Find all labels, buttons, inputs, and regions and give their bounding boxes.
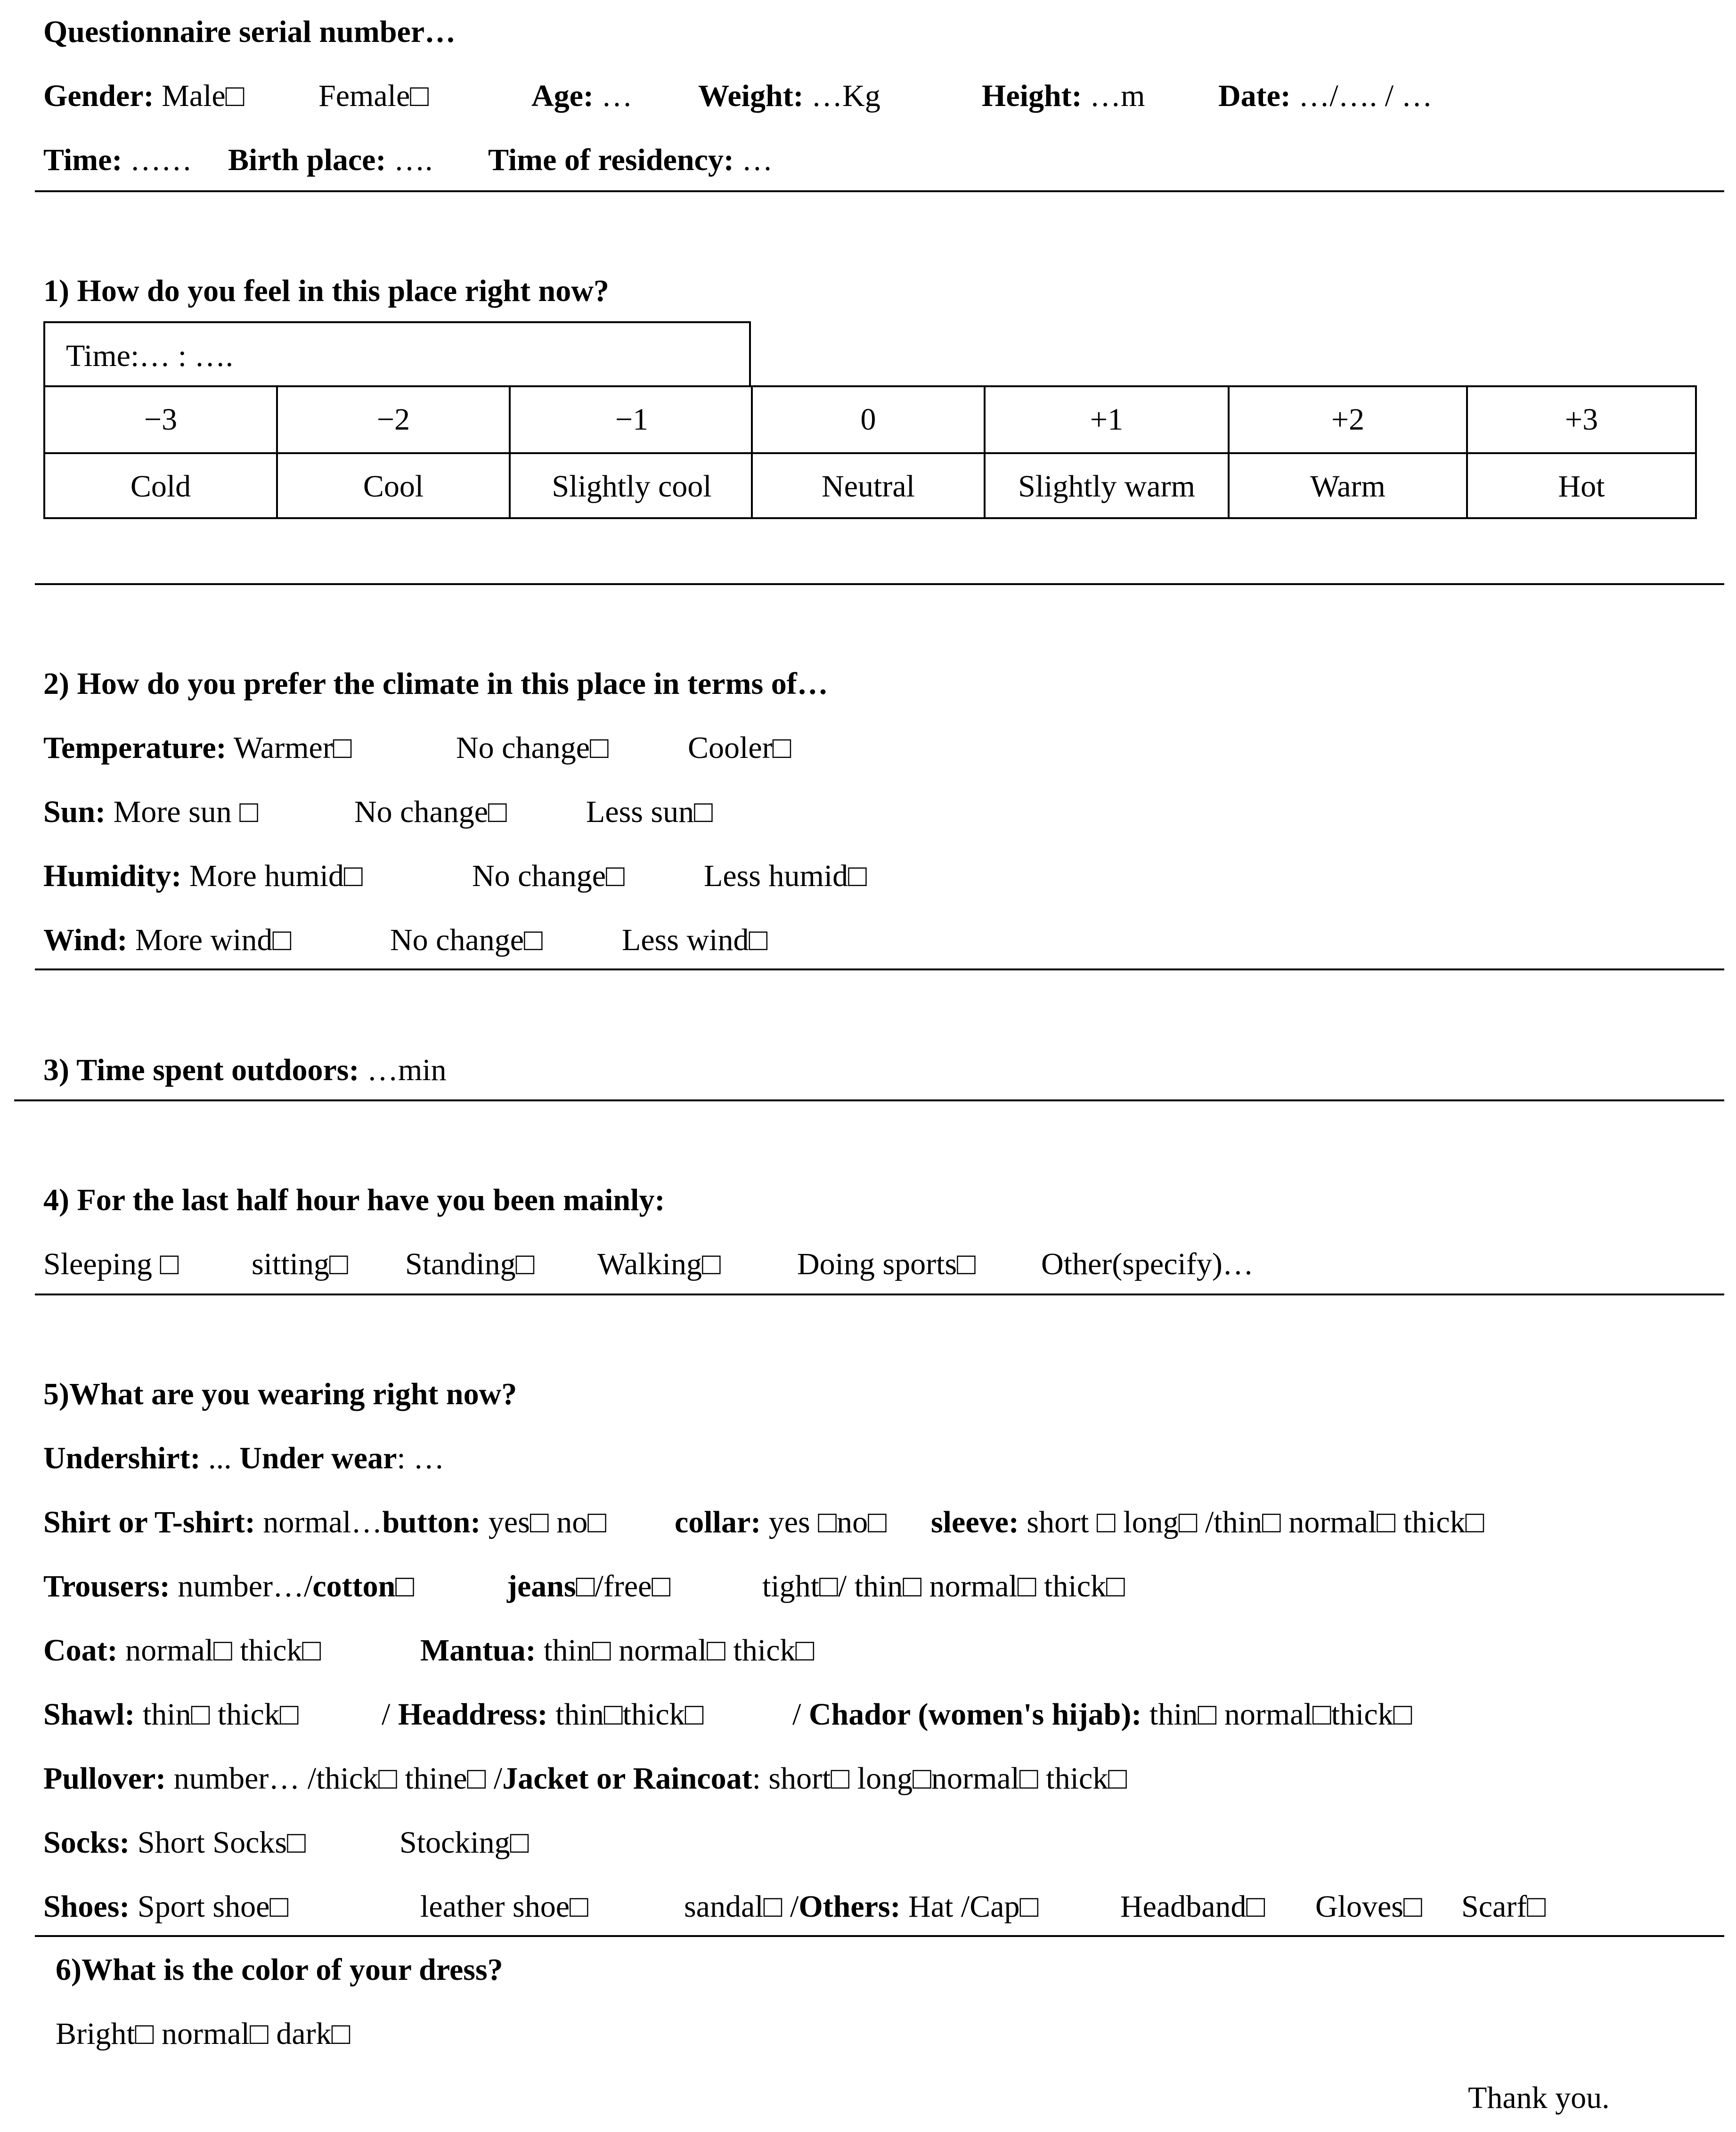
mantua-options[interactable]: thin□ normal□ thick□ [544, 1633, 815, 1668]
scale-label: Cool [363, 469, 424, 504]
underwear-label: Under wear [239, 1441, 397, 1475]
undershirt-field[interactable]: ... [208, 1441, 232, 1475]
serial-number-line [43, 13, 456, 51]
sleeve-label: sleeve: [931, 1505, 1019, 1539]
humidity-more-option[interactable]: More humid□ [189, 859, 363, 893]
age-field[interactable]: … [601, 79, 633, 113]
scale-label: Cold [130, 469, 191, 504]
sun-label: Sun: [43, 795, 106, 829]
shoes-sport-option[interactable]: Sport shoe□ [137, 1889, 289, 1924]
birth-place-label: Birth place: [228, 143, 386, 177]
gender-label: Gender: [43, 79, 154, 113]
divider [14, 1099, 1724, 1101]
temperature-no-change-option[interactable]: No change□ [456, 731, 609, 765]
scale-col-cool[interactable] [278, 387, 509, 517]
pullover-label: Pullover: [43, 1761, 166, 1796]
scale-label: Slightly cool [552, 469, 712, 504]
serial-number-label: Questionnaire serial number… [43, 15, 456, 49]
q3-line [43, 1051, 447, 1089]
time-label: Time: [43, 143, 122, 177]
socks-short-option[interactable]: Short Socks□ [137, 1825, 306, 1860]
activity-sports-option[interactable]: Doing sports□ [797, 1247, 976, 1281]
activity-sitting-option[interactable]: sitting□ [252, 1247, 348, 1281]
scale-col-slightly-cool[interactable] [511, 387, 753, 517]
trousers-fit-options[interactable]: tight□/ thin□ normal□ thick□ [762, 1569, 1125, 1603]
shoes-label: Shoes: [43, 1889, 130, 1924]
q1-title: 1) How do you feel in this place right now? [43, 274, 609, 308]
scale-label: Hot [1558, 469, 1605, 504]
activity-standing-option[interactable]: Standing□ [405, 1247, 535, 1281]
divider [35, 968, 1724, 970]
divider [35, 190, 1724, 192]
scale-label: Slightly warm [1018, 469, 1195, 504]
socks-label: Socks: [43, 1825, 130, 1860]
scale-value: 0 [860, 402, 876, 437]
dress-color-options[interactable]: Bright□ normal□ dark□ [56, 2017, 350, 2051]
collar-options[interactable]: yes □no□ [768, 1505, 887, 1539]
weight-label: Weight: [698, 79, 804, 113]
chador-label: Chador (women's hijab): [808, 1697, 1142, 1732]
age-label: Age: [531, 79, 594, 113]
q5-title: 5)What are you wearing right now? [43, 1377, 517, 1411]
scale-label: Neutral [822, 469, 915, 504]
trousers-label: Trousers: [43, 1569, 170, 1603]
divider [35, 583, 1724, 585]
button-label: button: [382, 1505, 481, 1539]
scale-col-neutral[interactable] [753, 387, 984, 517]
q4-title: 4) For the last half hour have you been mainly: [43, 1183, 665, 1217]
q6-title: 6)What is the color of your dress? [56, 1953, 503, 1987]
shoes-leather-option[interactable]: leather shoe□ [420, 1889, 588, 1924]
scale-value: +2 [1331, 402, 1365, 437]
q2-title: 2) How do you prefer the climate in this place in terms of… [43, 667, 828, 701]
scale-label: Warm [1310, 469, 1386, 504]
scale-col-warm[interactable] [1230, 387, 1466, 517]
shawl-label: Shawl: [43, 1697, 135, 1732]
wind-more-option[interactable]: More wind□ [135, 923, 292, 957]
date-field[interactable]: …/…. / … [1298, 79, 1433, 113]
headdress-separator: / [382, 1697, 398, 1732]
sun-no-change-option[interactable]: No change□ [354, 795, 507, 829]
others-gloves-option[interactable]: Gloves□ [1315, 1889, 1422, 1924]
residency-label: Time of residency: [488, 143, 734, 177]
thermal-sensation-scale [43, 385, 1697, 519]
headdress-label: Headdress: [398, 1697, 548, 1732]
cotton-label: cotton [312, 1569, 396, 1603]
height-label: Height: [982, 79, 1082, 113]
others-headband-option[interactable]: Headband□ [1120, 1889, 1265, 1924]
scale-value: −3 [144, 402, 178, 437]
q1-time-cell[interactable] [43, 321, 751, 387]
jacket-label: Jacket or Raincoat [502, 1761, 752, 1796]
scale-col-hot[interactable] [1468, 387, 1695, 517]
chador-separator: / [792, 1697, 809, 1732]
thank-you-text: Thank you. [1468, 2081, 1610, 2115]
height-field[interactable]: …m [1090, 79, 1145, 113]
humidity-less-option[interactable]: Less humid□ [704, 859, 867, 893]
gender-female-option[interactable]: Female□ [318, 79, 429, 113]
outdoor-time-field[interactable]: …min [367, 1053, 447, 1087]
scale-value: +1 [1090, 402, 1124, 437]
q3-title: 3) Time spent outdoors: [43, 1053, 359, 1087]
birth-place-field[interactable]: …. [393, 143, 433, 177]
others-hat-option[interactable]: Hat /Cap□ [908, 1889, 1039, 1924]
gender-male-option[interactable]: Male□ [162, 79, 245, 113]
shawl-options[interactable]: thin□ thick□ [142, 1697, 299, 1732]
weight-field[interactable]: …Kg [811, 79, 880, 113]
divider [35, 1935, 1724, 1937]
scale-col-slightly-warm[interactable] [986, 387, 1228, 517]
activity-walking-option[interactable]: Walking□ [597, 1247, 721, 1281]
wind-no-change-option[interactable]: No change□ [390, 923, 543, 957]
divider [35, 1294, 1724, 1295]
others-scarf-option[interactable]: Scarf□ [1461, 1889, 1546, 1924]
scale-value: −2 [376, 402, 410, 437]
jeans-options[interactable]: □/free□ [576, 1569, 671, 1603]
coat-label: Coat: [43, 1633, 118, 1668]
activity-sleeping-option[interactable]: Sleeping □ [43, 1247, 179, 1281]
button-options[interactable]: yes□ no□ [488, 1505, 607, 1539]
humidity-label: Humidity: [43, 859, 182, 893]
q6-options-line [56, 2015, 350, 2053]
sun-less-option[interactable]: Less sun□ [586, 795, 713, 829]
undershirt-label: Undershirt: [43, 1441, 201, 1475]
mantua-label: Mantua: [420, 1633, 536, 1668]
residency-field[interactable]: … [742, 143, 773, 177]
humidity-no-change-option[interactable]: No change□ [472, 859, 625, 893]
time-field[interactable]: …… [130, 143, 192, 177]
headdress-options[interactable]: thin□thick□ [555, 1697, 704, 1732]
q5-pullover-line [43, 1760, 1127, 1798]
temperature-cooler-option[interactable]: Cooler□ [688, 731, 791, 765]
jeans-label: jeans [507, 1569, 576, 1603]
scale-value: −1 [615, 402, 649, 437]
pullover-options[interactable]: number… /thick□ thine□ / [173, 1761, 503, 1796]
others-label: Others: [799, 1889, 901, 1924]
collar-label: collar: [675, 1505, 761, 1539]
shoes-sandal-option[interactable]: sandal□ / [684, 1889, 799, 1924]
scale-value: +3 [1565, 402, 1598, 437]
sleeve-options[interactable]: short □ long□ /thin□ normal□ thick□ [1027, 1505, 1484, 1539]
cotton-checkbox[interactable]: □ [395, 1569, 415, 1603]
date-label: Date: [1218, 79, 1291, 113]
temperature-label: Temperature: [43, 731, 227, 765]
sun-more-option[interactable]: More sun □ [113, 795, 259, 829]
scale-col-cold[interactable] [45, 387, 276, 517]
activity-other-option[interactable]: Other(specify)… [1041, 1247, 1254, 1281]
underwear-field[interactable]: : … [397, 1441, 445, 1475]
shirt-label: Shirt or T-shirt: [43, 1505, 255, 1539]
chador-options[interactable]: thin□ normal□thick□ [1149, 1697, 1412, 1732]
trousers-number-field[interactable]: number…/ [178, 1569, 313, 1603]
wind-less-option[interactable]: Less wind□ [622, 923, 768, 957]
socks-stocking-option[interactable]: Stocking□ [399, 1825, 529, 1860]
jacket-options[interactable]: : short□ long□normal□ thick□ [752, 1761, 1127, 1796]
coat-options[interactable]: normal□ thick□ [125, 1633, 321, 1668]
q1-time-text: Time:… : …. [66, 339, 234, 373]
q5-undershirt-line [43, 1440, 444, 1477]
temperature-warmer-option[interactable]: Warmer□ [233, 731, 352, 765]
shirt-normal-option[interactable]: normal… [263, 1505, 383, 1539]
wind-label: Wind: [43, 923, 128, 957]
